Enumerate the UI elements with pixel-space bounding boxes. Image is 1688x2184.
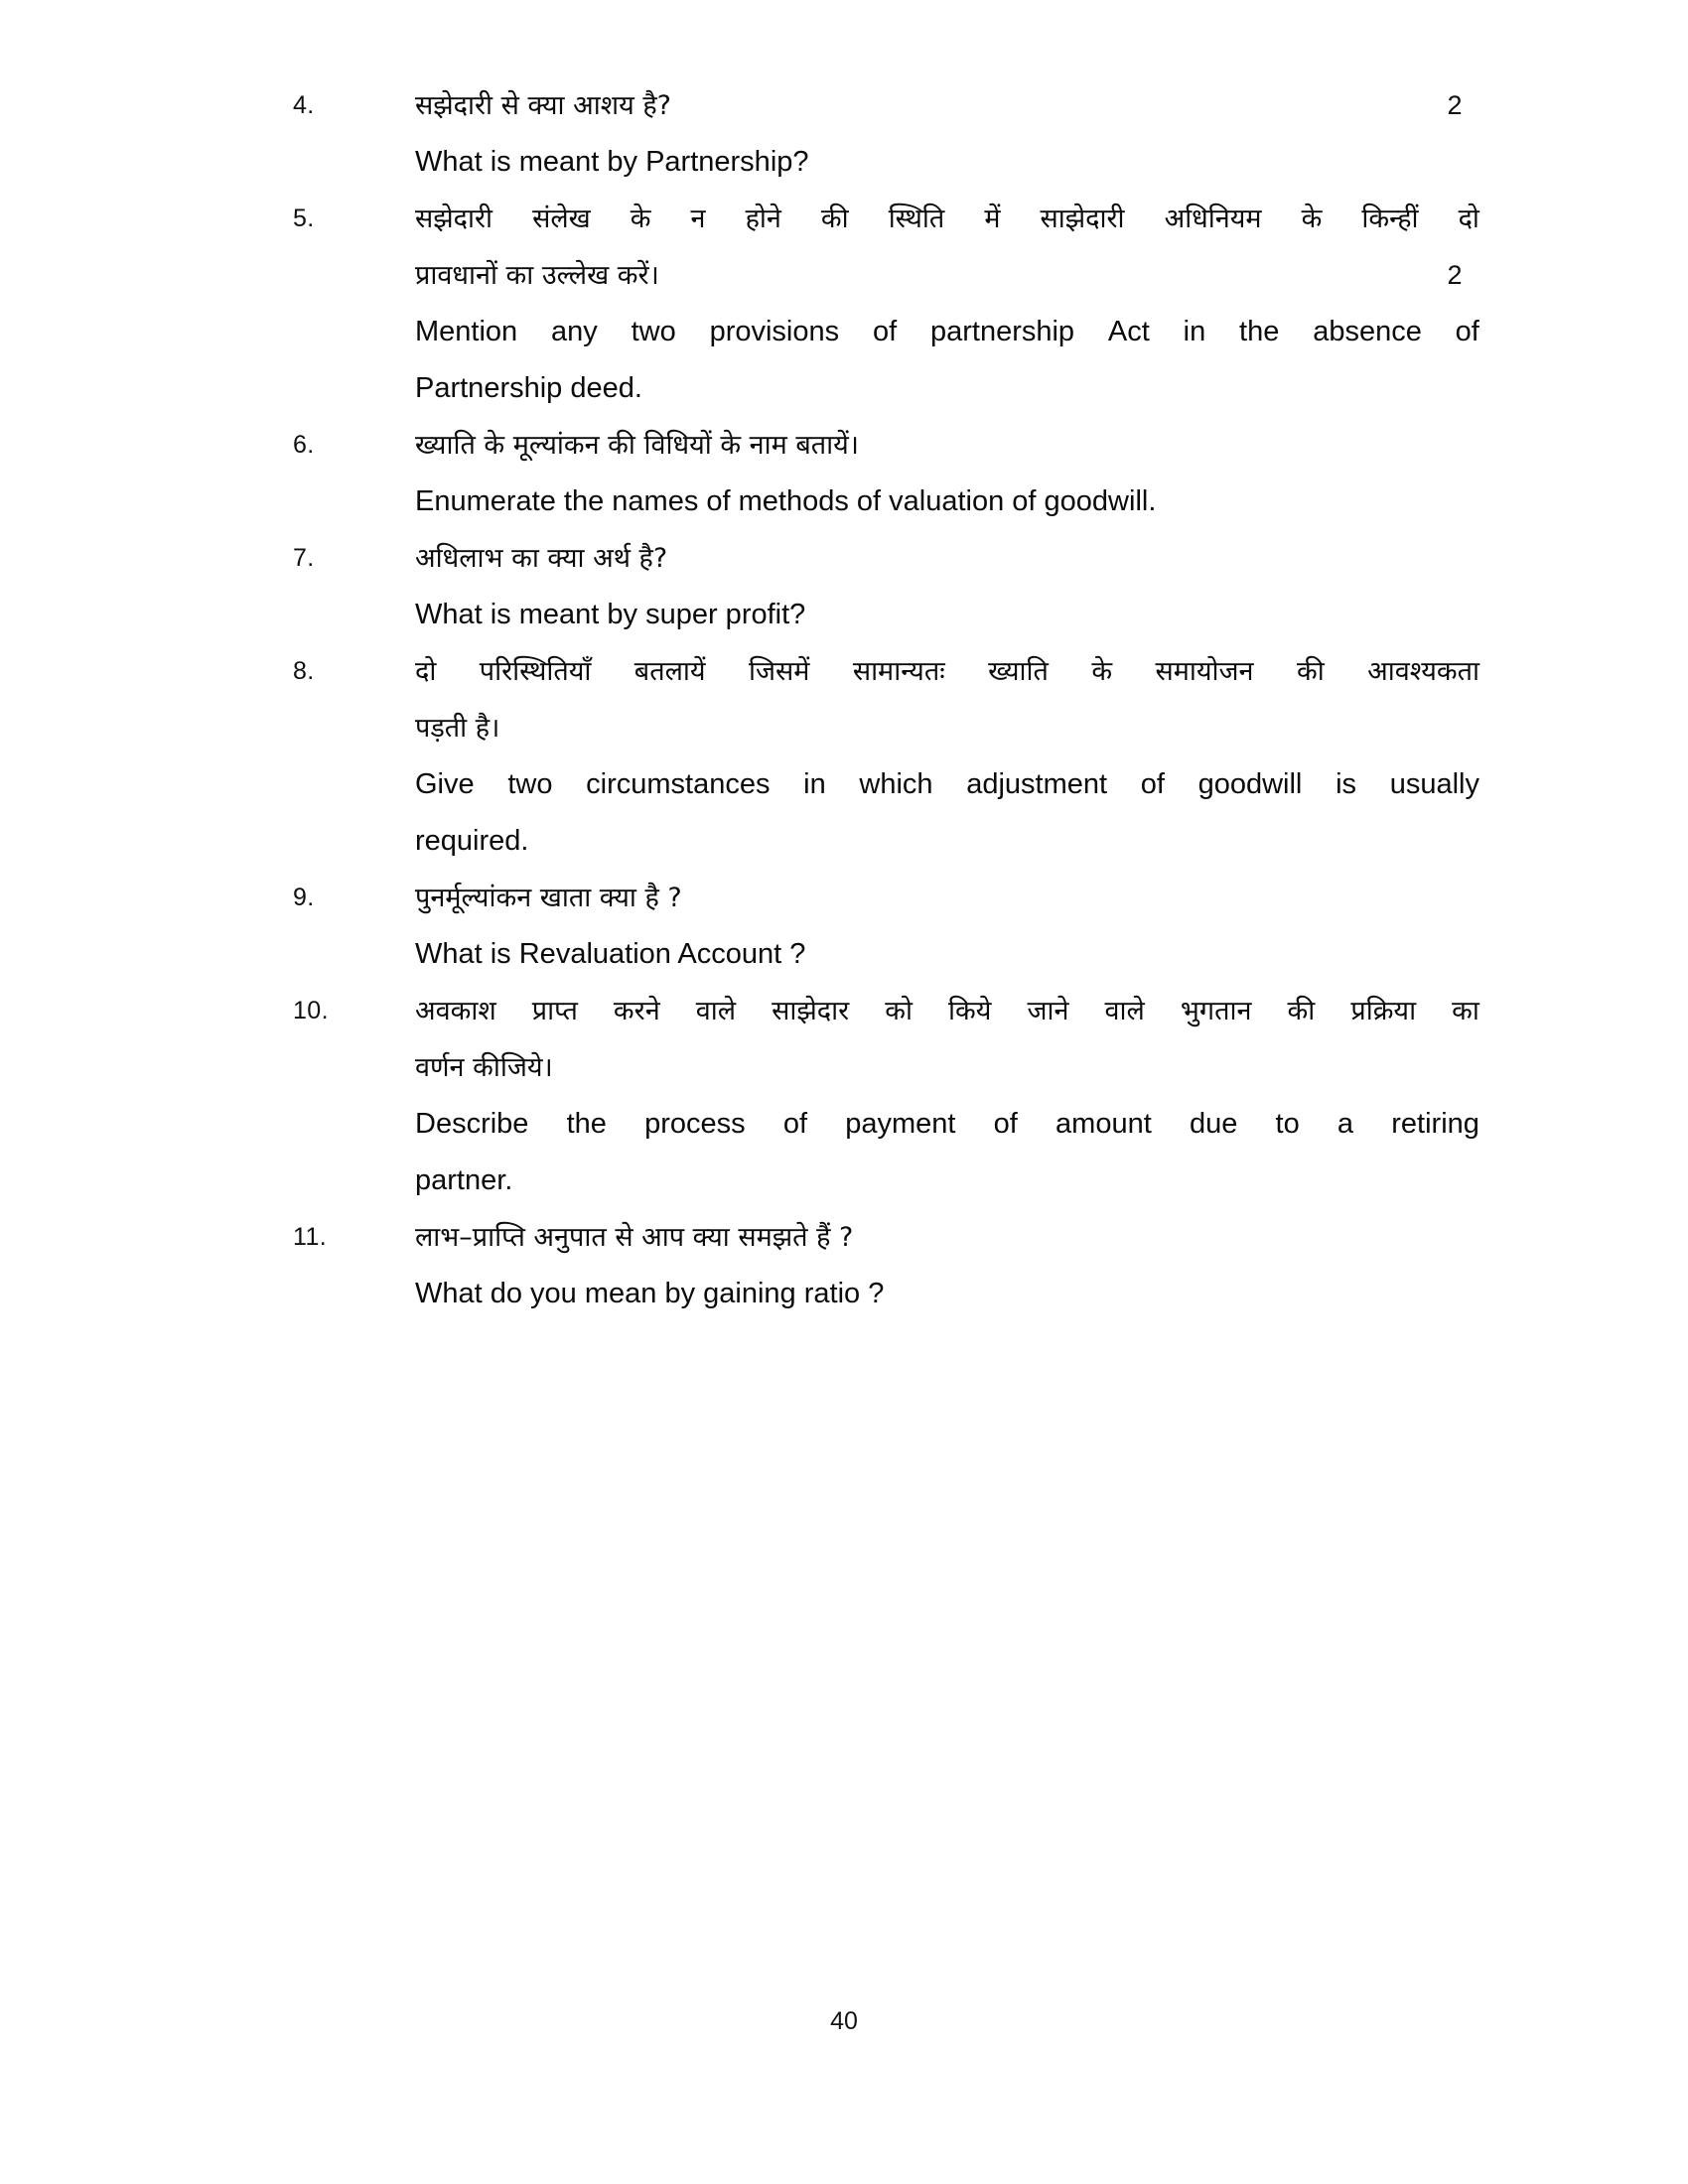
question-body (415, 77, 1479, 191)
word: दो (415, 656, 437, 687)
word: सामान्यतः (852, 656, 945, 687)
word: amount (1055, 1108, 1152, 1140)
question-number: 7. (293, 544, 315, 572)
word: which (859, 768, 933, 800)
question-line-english (415, 304, 1479, 360)
question-block-4 (293, 77, 1484, 191)
question-line-english (415, 756, 1479, 813)
question-number: 5. (293, 205, 315, 232)
word: Act (1107, 316, 1150, 347)
word: आवश्यकता (1367, 656, 1479, 687)
word: परिस्थितियाँ (479, 656, 592, 687)
word: को (885, 996, 913, 1026)
word: प्रक्रिया (1350, 996, 1417, 1026)
question-line-english: Partnership deed. (415, 372, 642, 404)
question-number: 11. (293, 1223, 328, 1251)
word: payment (845, 1108, 956, 1140)
word: साझेदार (772, 996, 850, 1026)
word: Give (415, 768, 475, 800)
word: किन्हीं (1361, 204, 1419, 234)
question-line-english: What do you mean by gaining ratio ? (415, 1278, 885, 1309)
word: स्थिति (888, 204, 945, 234)
word: के (1301, 204, 1323, 234)
question-line-hindi (415, 643, 1479, 700)
word: के (630, 204, 651, 234)
question-line-hindi (415, 191, 1479, 247)
question-number: 8. (293, 657, 315, 685)
word: सझेदारी (415, 204, 493, 234)
word: दो (1458, 204, 1479, 234)
question-block-11 (293, 1209, 1484, 1322)
question-line-english: What is meant by Partnership? (415, 146, 809, 178)
question-line-hindi: अधिलाभ का क्या अर्थ है? (415, 543, 668, 574)
question-line-hindi: ख्याति के मूल्यांकन की विधियों के नाम बतायें। (415, 430, 860, 461)
word: a (1336, 1108, 1354, 1140)
word: ख्याति (988, 656, 1049, 687)
word: is (1336, 768, 1357, 800)
word: प्राप्त (531, 996, 578, 1026)
word: के (1091, 656, 1113, 687)
question-marks: 2 (1447, 90, 1463, 120)
question-line-hindi: प्रावधानों का उल्लेख करें। (415, 260, 659, 291)
question-line-hindi: सझेदारी से क्या आशय है? (415, 90, 671, 121)
questions-container (293, 77, 1484, 1322)
word: due (1189, 1108, 1238, 1140)
question-line-hindi (415, 983, 1479, 1039)
word: संलेख (532, 204, 591, 234)
word: वाले (1104, 996, 1145, 1026)
word: the (1239, 316, 1280, 347)
word: किये (948, 996, 992, 1026)
word: बतलायें (633, 656, 706, 687)
word: जाने (1027, 996, 1069, 1026)
word: अवकाश (415, 996, 496, 1026)
word: न (690, 204, 706, 234)
word: of (993, 1108, 1018, 1140)
question-line-english: What is meant by super profit? (415, 599, 806, 630)
question-number: 9. (293, 884, 315, 911)
word: two (507, 768, 553, 800)
word: करने (613, 996, 660, 1026)
word: to (1275, 1108, 1300, 1140)
word: process (644, 1108, 746, 1140)
word: समायोजन (1155, 656, 1254, 687)
word: of (872, 316, 898, 347)
word: the (566, 1108, 607, 1140)
question-line-hindi: पड़ती है। (415, 713, 500, 744)
word: of (1140, 768, 1165, 800)
question-number: 10. (293, 997, 329, 1024)
word: वाले (695, 996, 737, 1026)
question-block-5 (293, 191, 1484, 417)
word: any (551, 316, 598, 347)
word: in (803, 768, 826, 800)
question-block-8 (293, 643, 1484, 870)
question-body (415, 417, 1479, 530)
question-marks: 2 (1447, 260, 1463, 290)
question-body (415, 191, 1479, 417)
word: circumstances (586, 768, 771, 800)
word: का (1452, 996, 1479, 1026)
question-block-10 (293, 983, 1484, 1209)
question-line-english: partner. (415, 1164, 513, 1196)
question-body (415, 530, 1479, 643)
question-line-english: Enumerate the names of methods of valuation of goodwill. (415, 485, 1157, 517)
word: Describe (415, 1108, 529, 1140)
question-line-english: What is Revaluation Account ? (415, 938, 806, 970)
word: Mention (415, 316, 518, 347)
word: की (1296, 656, 1325, 687)
word: in (1183, 316, 1206, 347)
word: retiring (1391, 1108, 1479, 1140)
question-number: 6. (293, 431, 315, 459)
word: अधिनियम (1164, 204, 1262, 234)
question-body (415, 870, 1479, 983)
question-line-english (415, 1096, 1479, 1153)
word: two (631, 316, 676, 347)
question-body (415, 643, 1479, 870)
word: में (984, 204, 1001, 234)
word: provisions (709, 316, 840, 347)
word: जिसमें (748, 656, 810, 687)
question-line-hindi: पुनर्मूल्यांकन खाता क्या है ? (415, 883, 682, 913)
word: of (1455, 316, 1479, 347)
question-number: 4. (293, 91, 315, 119)
question-body (415, 983, 1479, 1209)
word: होने (745, 204, 781, 234)
question-line-hindi: लाभ–प्राप्ति अनुपात से आप क्या समझते हैं ? (415, 1222, 854, 1253)
word: absence (1313, 316, 1422, 347)
word: partnership (929, 316, 1075, 347)
word: साझेदारी (1040, 204, 1125, 234)
question-block-9 (293, 870, 1484, 983)
question-body (415, 1209, 1479, 1322)
word: भुगतान (1180, 996, 1252, 1026)
word: की (1287, 996, 1316, 1026)
word: usually (1389, 768, 1479, 800)
question-block-7 (293, 530, 1484, 643)
page-number: 40 (830, 2007, 858, 2035)
question-block-6 (293, 417, 1484, 530)
question-line-hindi: वर्णन कीजिये। (415, 1052, 553, 1083)
word: की (820, 204, 849, 234)
question-line-english: required. (415, 825, 529, 857)
word: goodwill (1197, 768, 1303, 800)
word: of (782, 1108, 808, 1140)
word: adjustment (966, 768, 1108, 800)
